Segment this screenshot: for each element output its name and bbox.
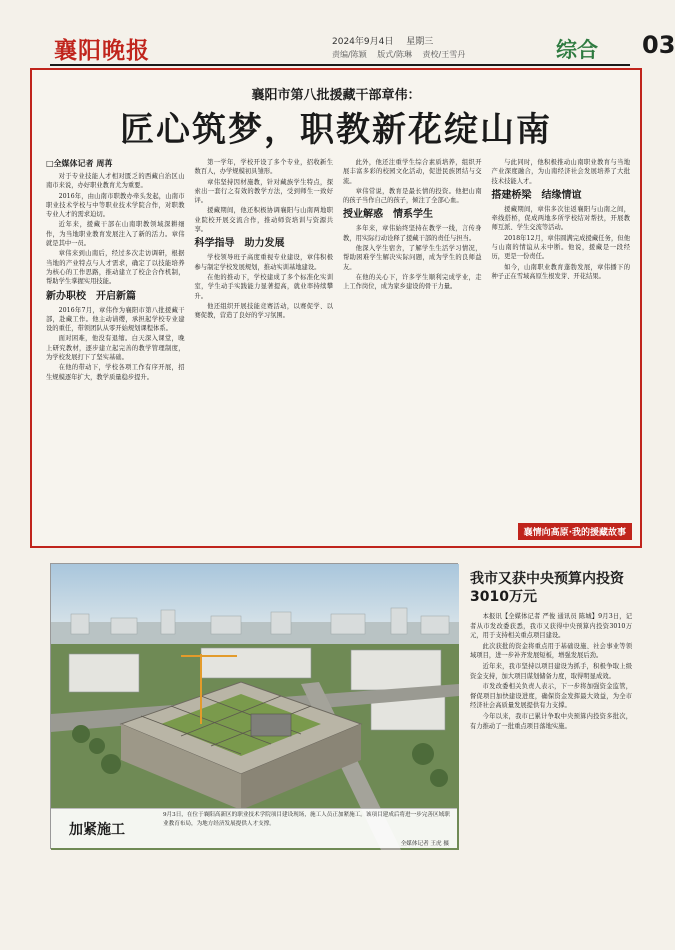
- paragraph: 在他的推动下，学校建成了多个标准化实训室，学生动手实践能力显著提高，就业率持续攀升。: [194, 273, 333, 300]
- subheading: 新办职校 开启新篇: [46, 290, 136, 302]
- paragraph: 此次获批的资金将重点用于基础设施、社会事业等领域项目，进一步补齐发展短板，增强发展后劲。: [470, 642, 632, 660]
- paragraph: 近年来，我市坚持以项目建设为抓手，积极争取上级资金支持，加大项目谋划储备力度，取得明显成效。: [470, 662, 632, 680]
- paragraph: 学校领导班子高度重视专业建设，章伟积极参与制定学校发展规划，推动实训基地建设。: [194, 254, 333, 271]
- paragraph: 2016年，由山南市职教办牵头发起，山南市职业技术学校与中等职业技术学院合作，对职教专业人才的需求迫切。: [46, 192, 185, 219]
- page-number: 03: [642, 31, 675, 59]
- article-columns: [46, 158, 630, 530]
- article-column-3: [343, 158, 482, 530]
- paragraph: 与此同时，他积极推动山南职业教育与当地产业深度融合，为山南经济社会发展培养了大批技术技能人才。: [491, 159, 630, 185]
- paragraph: 章伟常说，教育是最长情的投资。他把山南的孩子当作自己的孩子，倾注了全部心血。: [343, 187, 482, 205]
- newspaper-logo: 襄阳晚报: [54, 37, 150, 64]
- subheading: 科学指导 助力发展: [194, 238, 285, 250]
- paragraph: 2018年12月，章伟圆满完成援藏任务，但他与山南的情谊从未中断。他说，援藏是一段经历，更是一份责任。: [491, 234, 630, 261]
- paragraph: 2016年7月，章伟作为襄阳市第八批援藏干部，赴藏工作。他主动请缨，承担起学校专业建设的重任，带领团队从零开始规划课程体系。: [46, 306, 185, 333]
- layout-credit: 版式/陈琳: [377, 50, 412, 59]
- paragraph: 近年来，援藏干部在山南职教领域深耕细作，为当地职业教育发展注入了新的活力。章伟就是其中一员。: [46, 221, 185, 248]
- article-column-4: [492, 158, 631, 530]
- article-column-2: [195, 158, 334, 530]
- dateline: [332, 34, 443, 47]
- feature-article: [30, 68, 642, 548]
- paragraph: 如今，山南职业教育蓬勃发展，章伟播下的种子正在雪域高原生根发芽、开花结果。: [491, 263, 630, 280]
- paragraph: 对于专业技能人才相对匮乏的西藏自治区山南市来说，办好职业教育尤为重要。: [46, 173, 185, 190]
- subheading: 授业解惑 情系学生: [343, 209, 433, 221]
- article-headline: 匠心筑梦，职教新花绽山南: [120, 110, 552, 150]
- paragraph: 他还组织开展技能竞赛活动，以赛促学、以赛促教，营造了良好的学习氛围。: [194, 302, 333, 320]
- paragraph: 在他的带动下，学校各项工作有序开展，招生规模逐年扩大，教学质量稳步提升。: [46, 364, 185, 381]
- paragraph: 在他的关心下，许多学生顺利完成学业，走上工作岗位，成为家乡建设的骨干力量。: [343, 273, 482, 291]
- editor-credits: [332, 49, 473, 60]
- section-name: 综合: [556, 38, 598, 62]
- photo-caption: [51, 808, 457, 848]
- paragraph: 他深入学生宿舍，了解学生生活学习情况，帮助困难学生解决实际问题，成为学生的良师益友。: [343, 245, 482, 271]
- side-body: [470, 612, 632, 731]
- news-photo: [50, 563, 458, 849]
- paragraph: 本报讯【全媒体记者 严俊 通讯员 陈城】9月3日，记者从市发改委获悉，我市又获得中央预算内投资3010万元，用于支持相关重点项目建设。: [470, 613, 632, 640]
- paragraph: 章伟坚持因材施教，针对藏族学生特点，探索出一套行之有效的教学方法，受到师生一致好评。: [194, 178, 333, 205]
- side-article: [470, 570, 632, 910]
- article-kicker: 襄阳市第八批援藏干部章伟：: [251, 88, 421, 103]
- paragraph: 市发改委相关负责人表示，下一步将加强资金监管，督促项目加快建设进度，确保资金发挥最大效益，为全市经济社会高质量发展提供有力支撑。: [470, 683, 632, 710]
- masthead: [50, 30, 675, 66]
- photo-credit: 全媒体记者 王虎 摄: [400, 841, 449, 847]
- paragraph: 多年来，章伟始终坚持在教学一线，言传身教，用实际行动诠释了援藏干部的责任与担当。: [343, 225, 482, 242]
- paragraph: 面对困难，他没有退缩。白天深入课堂，晚上研究教材，逐步建立起完善的教学管理制度，为学校发展打下了坚实基础。: [46, 335, 185, 362]
- side-headline: 我市又获中央预算内投资3010万元: [470, 571, 624, 605]
- series-tag: 襄情向高原·我的援藏故事: [518, 523, 632, 540]
- proofreader-credit: 责校/王雪丹: [422, 50, 466, 59]
- issue-date: 2024年9月4日: [332, 37, 394, 47]
- issue-weekday: 星期三: [406, 37, 434, 47]
- article-byline: □全媒体记者 周苒: [46, 159, 113, 168]
- editor-credit: 责编/陈颖: [332, 50, 367, 59]
- photo-label: 加紧施工: [69, 822, 125, 838]
- paragraph: 此外，他还注重学生综合素质培养，组织开展丰富多彩的校园文化活动，促进民族团结与交流。: [343, 159, 482, 185]
- caption-text: 9月3日，在位于襄阳高新区的职业技术学院项目建设现场，施工人员正加紧施工。该项目建成后将进一步完善区域职业教育布局，为地方经济发展提供人才支撑。: [163, 812, 450, 827]
- paragraph: 今年以来，我市已累计争取中央预算内投资多批次，有力推动了一批重点项目落地实施。: [470, 712, 632, 730]
- paragraph: 援藏期间，章伟多次往返襄阳与山南之间，牵线搭桥，促成两地多所学校结对帮扶，开展教师互派、学生交流等活动。: [491, 205, 630, 232]
- paragraph: 援藏期间，他还积极协调襄阳与山南两地职业院校开展交流合作，推动师资培训与资源共享。: [194, 207, 333, 234]
- paragraph: 章伟来到山南后，经过多次走访调研，根据当地的产业特点与人才需求，确定了以技能培养为核心的工作思路，推动建立了校企合作机制，帮助学生掌握实用技能。: [46, 250, 185, 286]
- subheading: 搭建桥梁 结缘情谊: [491, 189, 582, 201]
- paragraph: 第一学年，学校开设了多个专业，招收新生数百人，办学规模初具雏形。: [194, 159, 333, 176]
- article-column-1: [46, 158, 185, 530]
